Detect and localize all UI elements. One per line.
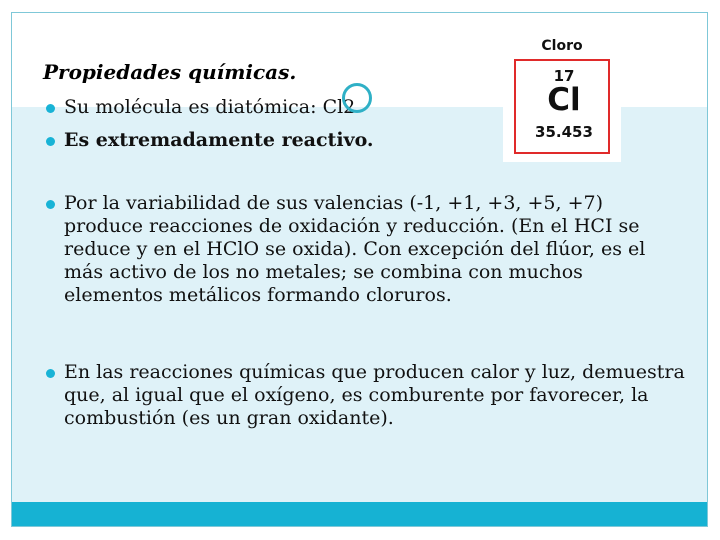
atomic-number: 17 [553,67,575,85]
bullet-dot-icon [46,137,55,146]
bullet-text: Su molécula es diatómica: Cl2 [64,96,356,118]
bullet-item [46,129,374,152]
bullet-text: En las reacciones químicas que producen calor y luz, demuestra que, al igual que el oxígeno, es comburente por favorecer, la combustión (es un gran oxidante). [64,361,685,429]
bullet-item [46,96,355,119]
element-name: Cloro [541,38,583,54]
bullet-item [46,192,686,307]
footer-bar [12,502,707,526]
bullet-dot-icon [46,369,55,378]
highlight-circle-icon [342,83,372,113]
slide-title: Propiedades químicas. [43,60,297,84]
atomic-mass: 35.453 [535,123,593,141]
bullet-text: Es extremadamente reactivo. [64,129,374,151]
bullet-dot-icon [46,104,55,113]
element-symbol: Cl [547,82,581,118]
bullet-dot-icon [46,200,55,209]
element-card [503,30,621,162]
bullet-text: Por la variabilidad de sus valencias (-1, +1, +3, +5, +7) produce reacciones de oxidación y reducción. (En el HCI se reduce y en el HClO se oxida). Con excepción del flúor, es el más activo de los no metales; se combina con muchos elementos metálicos formando cloruros. [64,192,646,306]
bullet-item [46,361,696,430]
element-box [514,59,610,154]
